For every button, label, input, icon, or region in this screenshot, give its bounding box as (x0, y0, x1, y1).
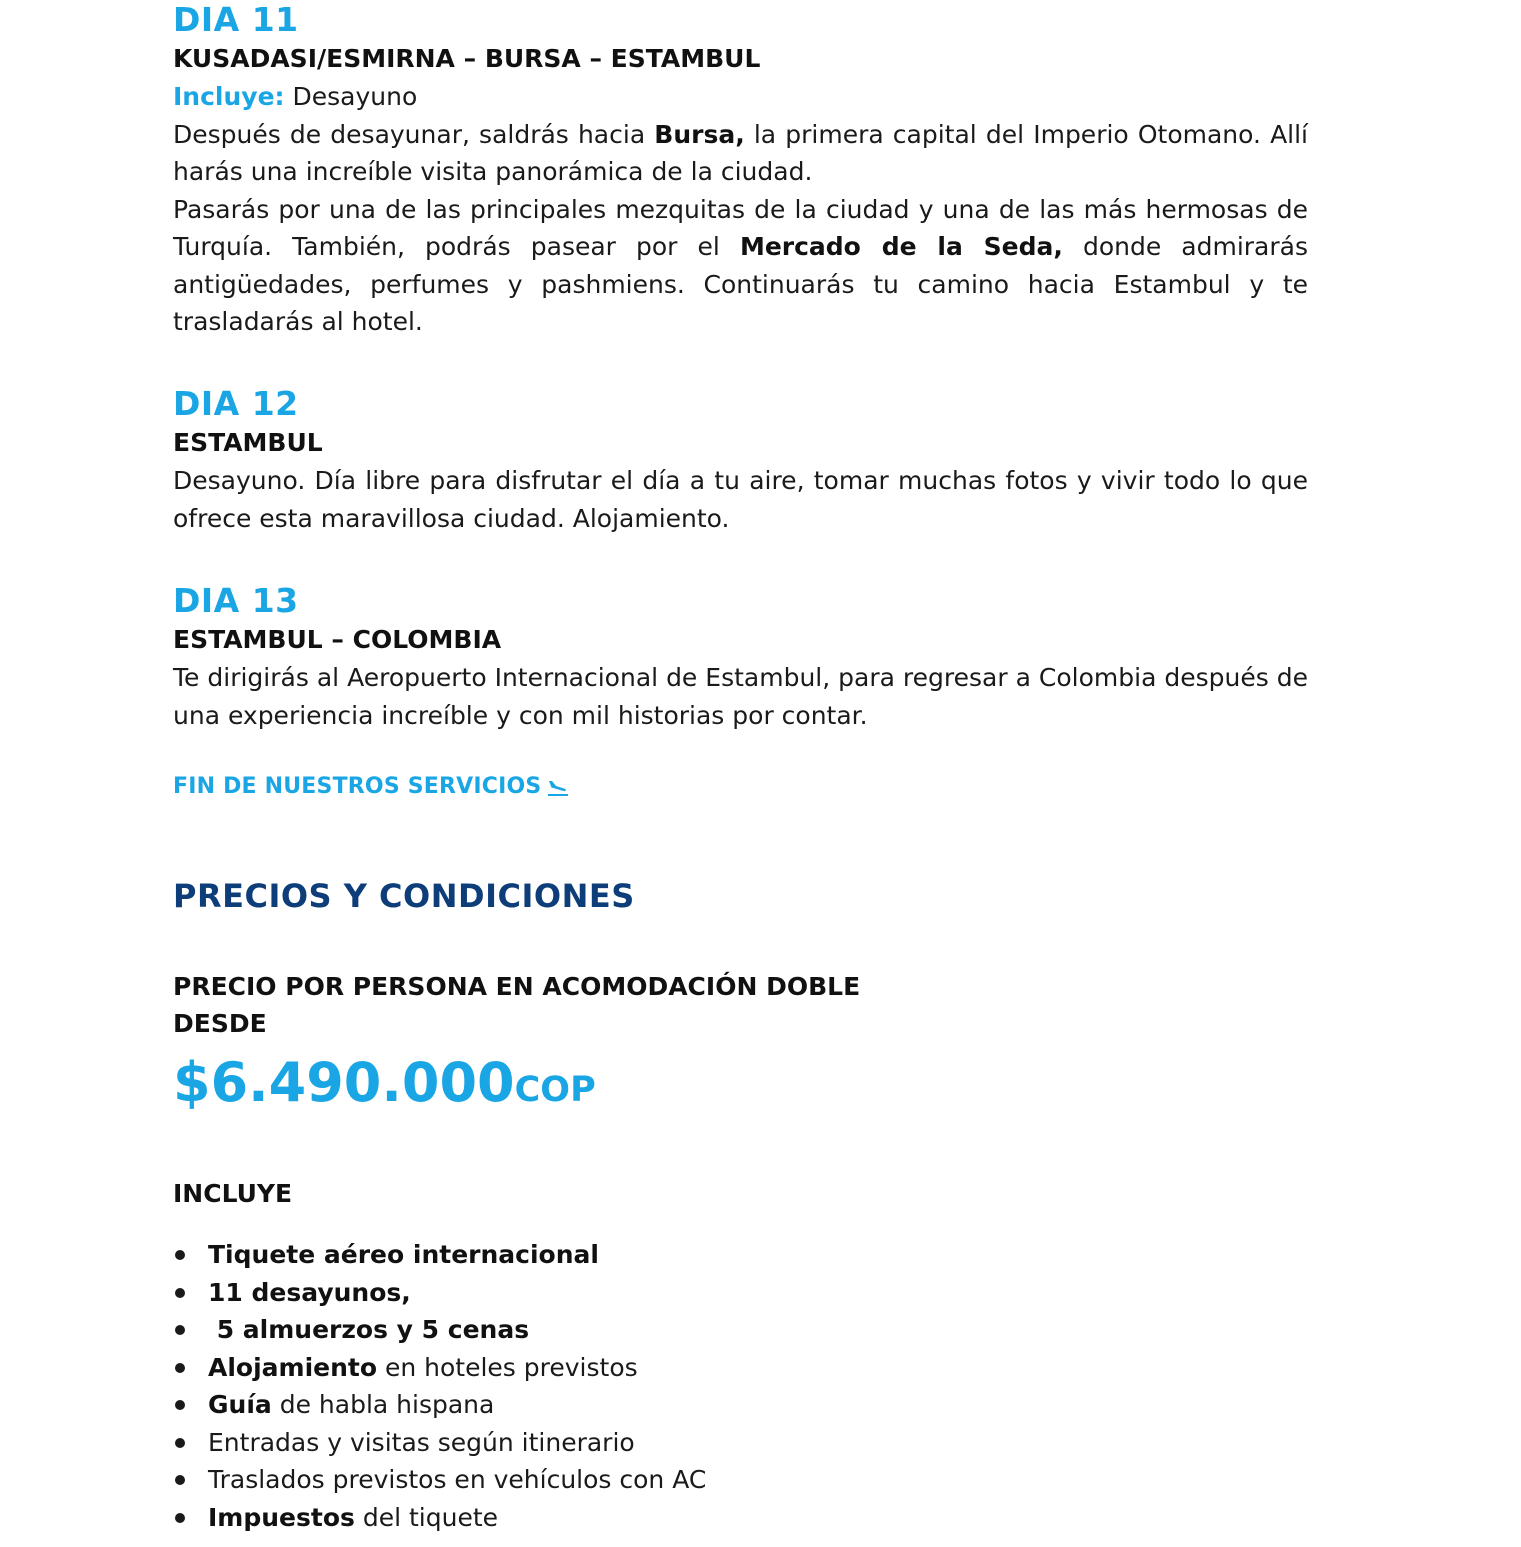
bold-run: Guía (208, 1390, 272, 1419)
bold-run: Bursa, (654, 119, 745, 149)
day-12-route: ESTAMBUL (173, 428, 323, 457)
day-11-route: KUSADASI/ESMIRNA – BURSA – ESTAMBUL (173, 44, 761, 73)
prices-section-title: PRECIOS Y CONDICIONES (173, 877, 635, 915)
text-run: la primera capital del Imperio Otomano. Allí harás una increíble visita panorámica de la ciudad. (173, 119, 1309, 186)
price-label-line-2: DESDE (173, 1009, 267, 1038)
day-11-section (173, 0, 1308, 341)
price-label-line-1: PRECIO POR PERSONA EN ACOMODACIÓN DOBLE (173, 972, 861, 1001)
day-11-paragraph-2 (173, 191, 1308, 341)
list-item (173, 1461, 706, 1499)
includes-title: INCLUYE (173, 1179, 293, 1208)
list-item (173, 1386, 706, 1424)
bold-run: 5 almuerzos y 5 cenas (208, 1315, 530, 1344)
bullet-icon (175, 1250, 185, 1260)
price-label (173, 968, 860, 1042)
day-11-paragraph-1 (173, 116, 1308, 191)
bold-run: Tiquete aéreo internacional (208, 1240, 599, 1269)
list-item (173, 1424, 706, 1462)
bullet-icon (175, 1363, 185, 1373)
price-currency: COP (514, 1070, 596, 1110)
bold-run: Mercado de la Seda, (739, 232, 1063, 261)
day-11-title: DIA 11 (173, 0, 299, 39)
text-run: donde admirarás antigüedades, perfumes y pashmiens. Continuarás tu camino hacia Estambul y te trasladarás al hotel. (173, 232, 1308, 336)
day-13-route: ESTAMBUL – COLOMBIA (173, 625, 502, 654)
text-run: Entradas y visitas según itinerario (208, 1427, 635, 1457)
bullet-icon (175, 1325, 185, 1335)
day-12-paragraph: Desayuno. Día libre para disfrutar el día a tu aire, tomar muchas fotos y vivir todo lo que ofrece esta maravillosa ciudad. Alojamiento. (173, 466, 1308, 533)
day-13-section (173, 581, 1308, 734)
day-12-section (173, 384, 1308, 537)
plane-landing-icon (541, 774, 569, 799)
list-item (173, 1499, 706, 1537)
text-run: Pasarás por una de las principales mezquitas de la ciudad y una de las más hermosas de Turquía. También, podrás pasear por el (173, 194, 1308, 261)
list-item (173, 1236, 706, 1274)
list-item (173, 1349, 706, 1387)
bold-run: Alojamiento (208, 1352, 378, 1382)
price-value (173, 1046, 596, 1133)
bold-run: Impuestos (208, 1502, 355, 1532)
bullet-icon (175, 1400, 185, 1410)
bullet-icon (175, 1438, 185, 1448)
text-run: en hoteles previstos (377, 1352, 638, 1382)
bullet-icon (175, 1475, 185, 1485)
day-13-paragraph: Te dirigirás al Aeropuerto Internacional de Estambul, para regresar a Colombia después de una experiencia increíble y con mil historias por contar. (173, 663, 1308, 730)
text-run: Después de desayunar, saldrás hacia (173, 119, 655, 149)
day-13-title: DIA 13 (173, 581, 299, 620)
text-run: Traslados previstos en vehículos con AC (208, 1465, 707, 1494)
includes-label: Incluye: (173, 82, 285, 111)
bullet-icon (175, 1288, 185, 1298)
list-item (173, 1274, 706, 1312)
includes-value: Desayuno (284, 82, 418, 111)
day-11-includes (173, 78, 1308, 116)
end-of-services-label: FIN DE NUESTROS SERVICIOS (173, 774, 542, 799)
list-item (173, 1311, 706, 1349)
text-run: del tiquete (354, 1502, 499, 1532)
end-of-services (173, 770, 569, 804)
text-run: de habla hispana (271, 1390, 495, 1419)
bullet-icon (175, 1513, 185, 1523)
includes-list (173, 1236, 706, 1536)
day-12-title: DIA 12 (173, 384, 299, 423)
bold-run: 11 desayunos, (208, 1277, 411, 1307)
price-amount: $6.490.000 (173, 1051, 515, 1114)
